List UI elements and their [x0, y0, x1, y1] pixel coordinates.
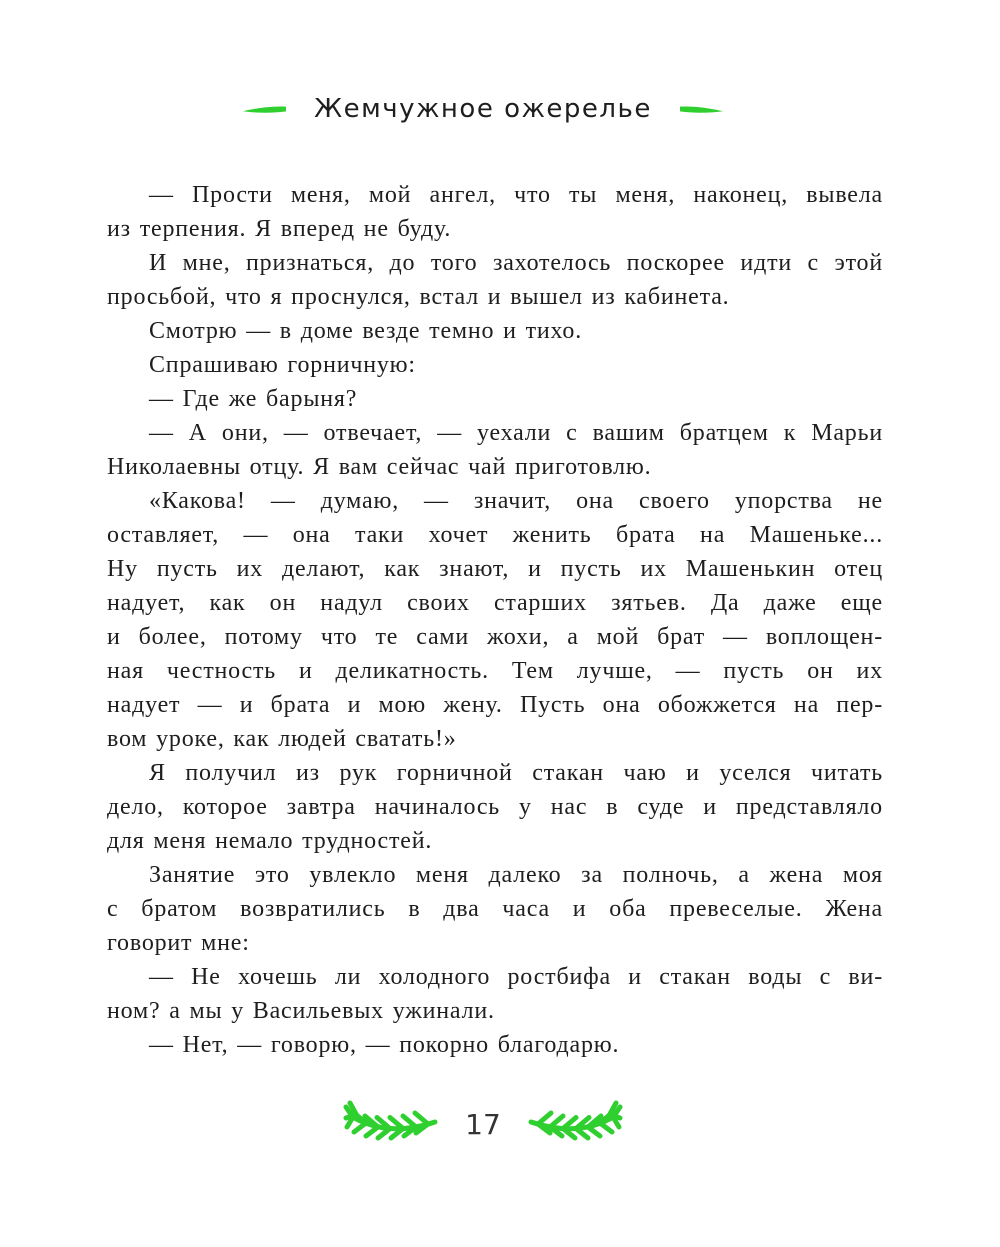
text-line: надует, как он надул своих старших зятьев. Да даже еще [107, 590, 883, 616]
text-line: ная честность и деликатность. Тем лучше, — пусть он их [107, 658, 883, 684]
text-line: И мне, признаться, до того захотелось поскорее идти с этой [149, 250, 883, 276]
paragraph [107, 416, 883, 484]
text-line: Смотрю — в доме везде темно и тихо. [149, 318, 582, 344]
text-line: — Где же барыня? [149, 386, 358, 412]
running-header [0, 94, 966, 124]
text-line: просьбой, что я проснулся, встал и вышел из кабинета. [107, 284, 730, 310]
page-number: 17 [465, 1107, 501, 1141]
paragraph [107, 348, 883, 382]
tapered-dash-left-icon [242, 103, 288, 115]
paragraph [107, 314, 883, 348]
text-line: с братом возвратились в два часа и оба превеселые. Жена [107, 896, 883, 922]
text-line: Я получил из рук горничной стакан чаю и уселся читать [149, 760, 883, 786]
text-line: — Прости меня, мой ангел, что ты меня, наконец, вывела [149, 182, 883, 208]
paragraph [107, 960, 883, 1028]
paragraph [107, 858, 883, 960]
text-line: Спрашиваю горничную: [149, 352, 416, 378]
text-line: — Не хочешь ли холодного ростбифа и стакан воды с ви- [149, 964, 883, 990]
text-block [107, 178, 883, 1062]
paragraph [107, 1028, 883, 1062]
paragraph [107, 382, 883, 416]
text-line: Занятие это увлекло меня далеко за полночь, а жена моя [149, 862, 883, 888]
text-line: говорит мне: [107, 930, 250, 956]
text-line: дело, которое завтра начиналось у нас в суде и представляло [107, 794, 883, 820]
paragraph [107, 178, 883, 246]
laurel-branch-left-icon [343, 1100, 439, 1148]
paragraph [107, 246, 883, 314]
text-line: — Нет, — говорю, — покорно благодарю. [149, 1032, 620, 1058]
text-line: оставляет, — она таки хочет женить брата на Машеньке... [107, 522, 883, 548]
laurel-branch-right-icon [527, 1100, 623, 1148]
text-line: из терпения. Я вперед не буду. [107, 216, 452, 242]
text-line: для меня немало трудностей. [107, 828, 433, 854]
text-line: Ну пусть их делают, как знают, и пусть их Машенькин отец [107, 556, 883, 582]
text-line: ном? а мы у Васильевых ужинали. [107, 998, 495, 1024]
text-line: вом уроке, как людей сватать!» [107, 726, 457, 752]
paragraph [107, 756, 883, 858]
page-title: Жемчужное ожерелье [314, 94, 652, 124]
text-line: Николаевны отцу. Я вам сейчас чай приготовлю. [107, 454, 652, 480]
text-line: и более, потому что те сами жохи, а мой брат — воплощен- [107, 624, 883, 650]
text-line: — А они, — отвечает, — уехали с вашим братцем к Марьи [149, 420, 883, 446]
text-line: «Какова! — думаю, — значит, она своего упорства не [149, 488, 883, 514]
paragraph [107, 484, 883, 756]
text-line: надует — и брата и мою жену. Пусть она обожжется на пер- [107, 692, 883, 718]
tapered-dash-right-icon [678, 103, 724, 115]
page-footer [0, 1096, 966, 1152]
